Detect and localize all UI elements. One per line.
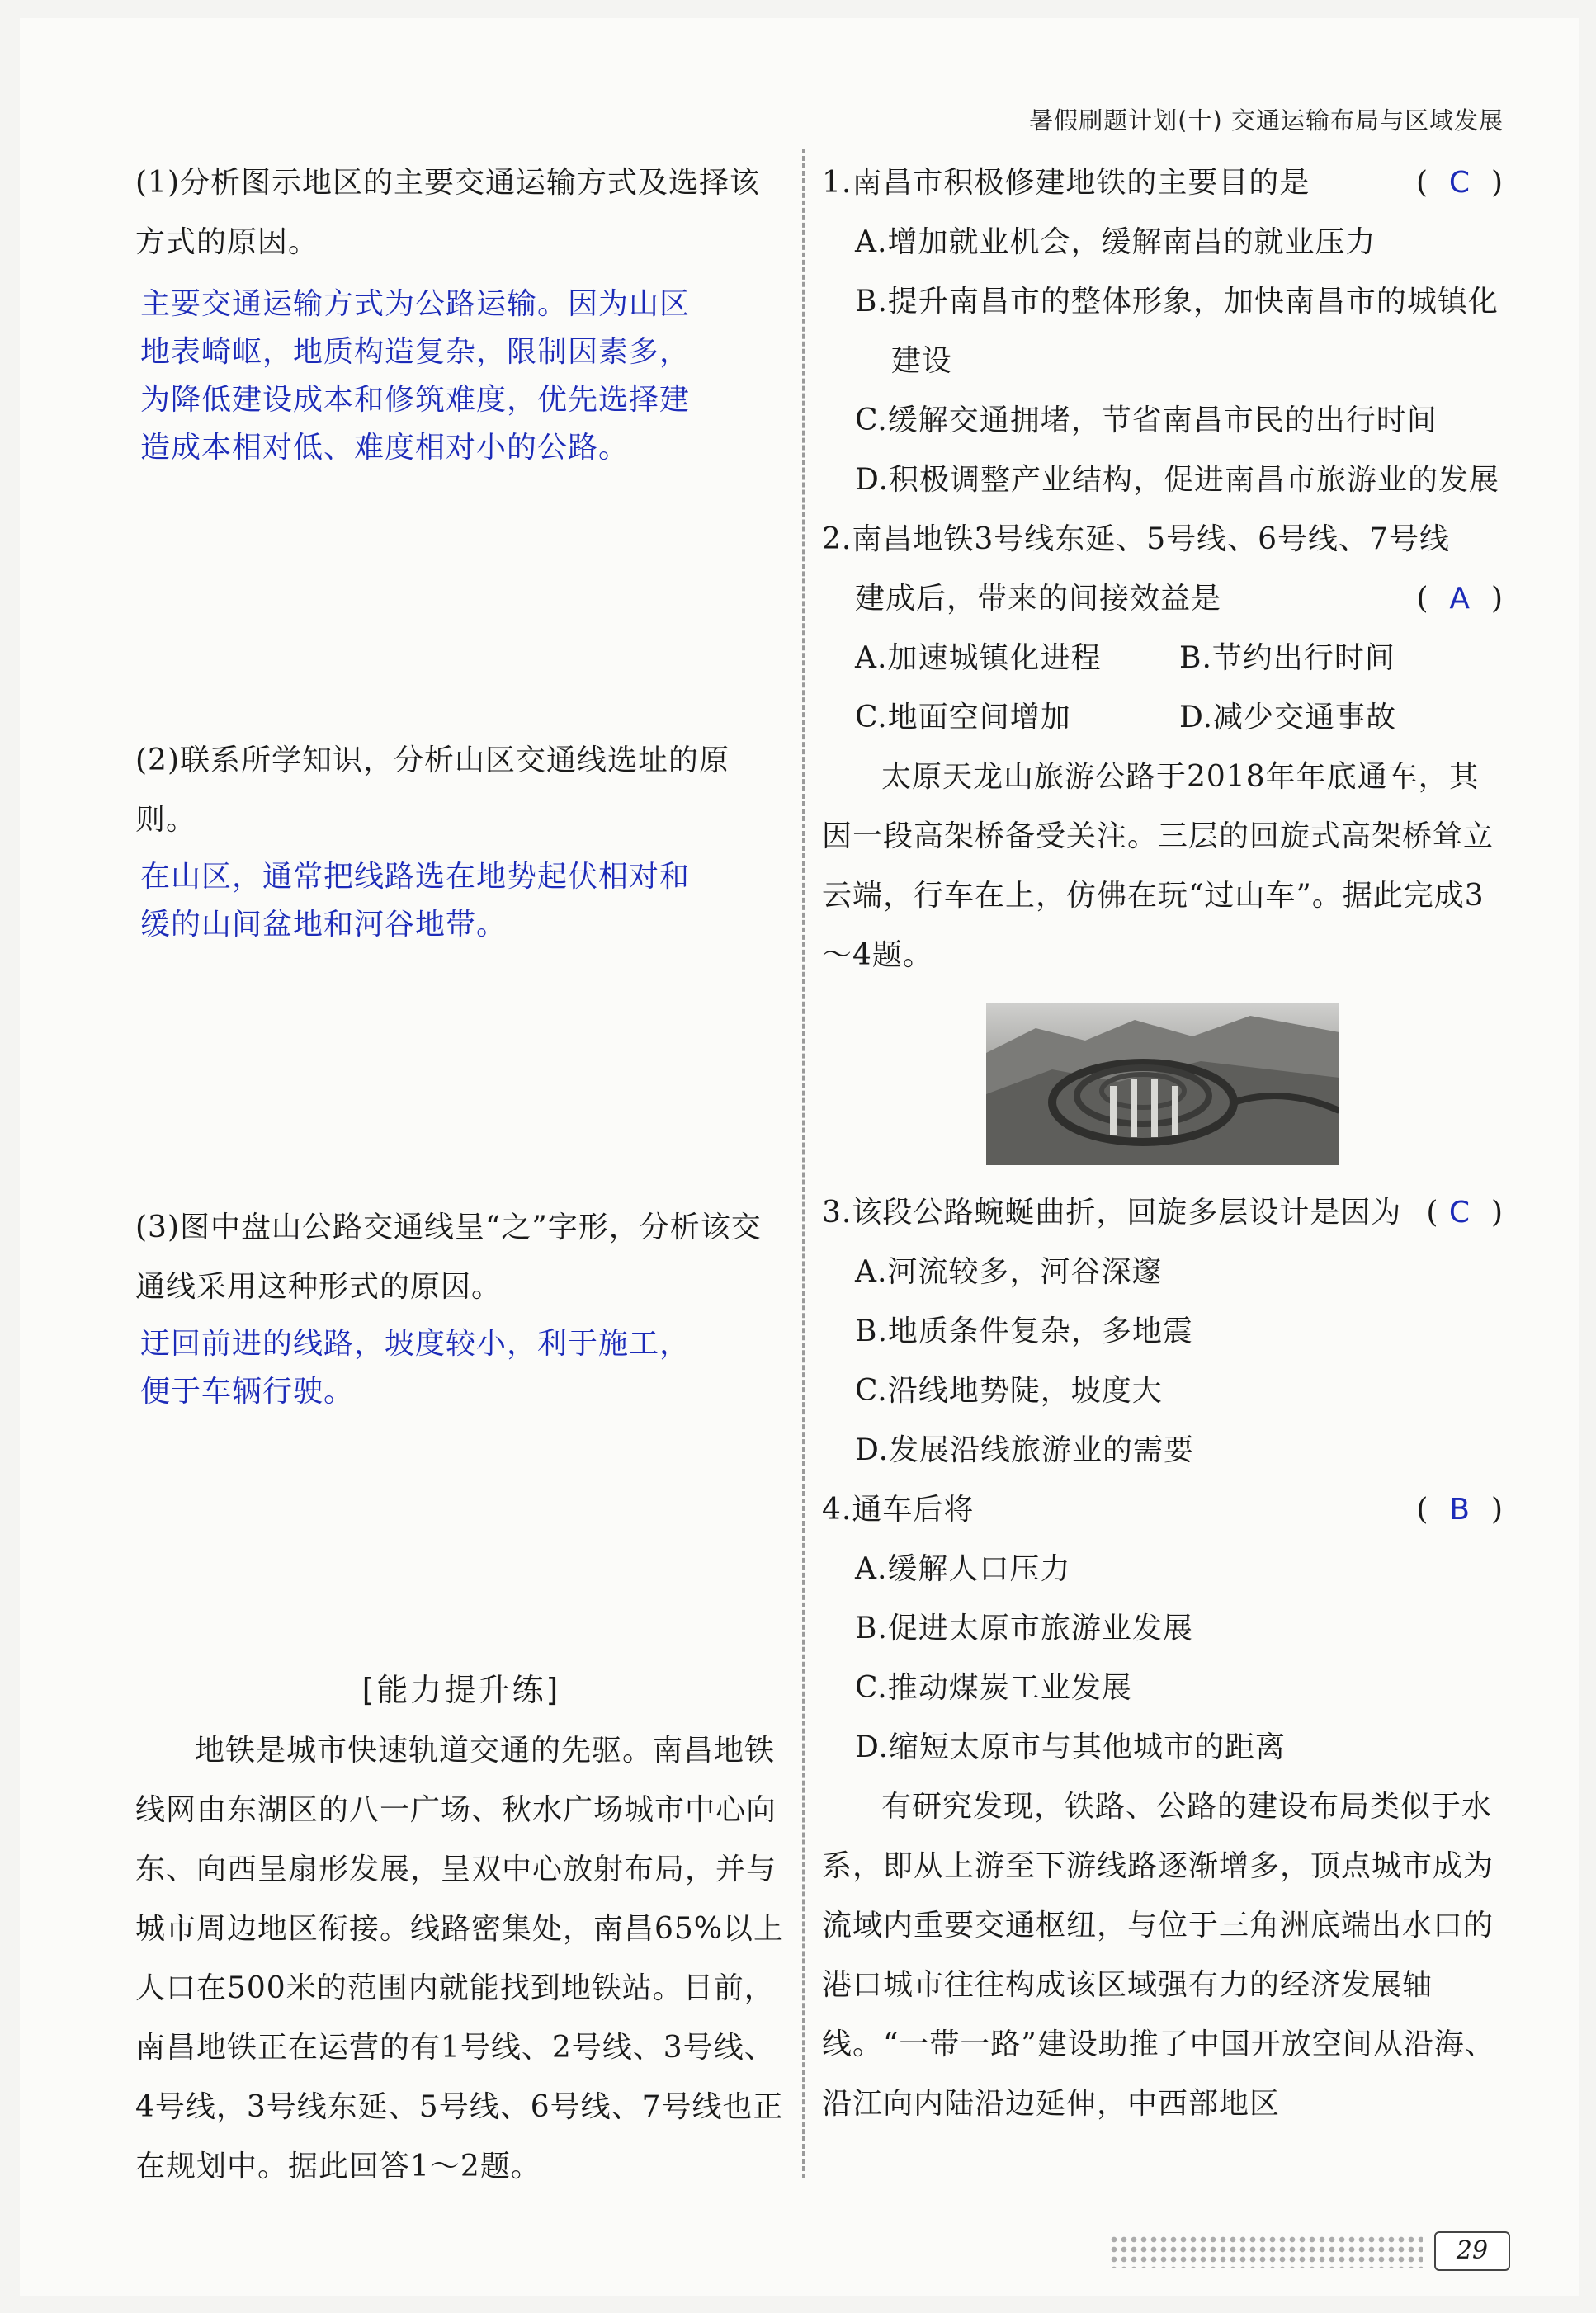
answer-paren: ( B ) [1416, 1493, 1504, 1527]
question-stem-line: 2.南昌地铁3号线东延、5号线、6号线、7号线 [822, 522, 1450, 556]
question-stem: 4.通车后将 [822, 1493, 975, 1527]
column-divider [802, 149, 805, 2178]
question-stem: 1.南昌市积极修建地铁的主要目的是 [822, 166, 1310, 200]
option-b: B.提升南昌市的整体形象，加快南昌市的城镇化建设 [855, 285, 1499, 378]
mc-question-4 [822, 1480, 1504, 1540]
viaduct-photo [986, 1003, 1339, 1165]
option-a: A.加速城镇化进程 [855, 641, 1102, 675]
answer-paren: ( C ) [1415, 166, 1504, 200]
answer-mark: C [1448, 1196, 1471, 1230]
option-c: C.地面空间增加 [855, 701, 1071, 734]
answer-line: 为降低建设成本和修筑难度，优先选择建 [140, 383, 691, 417]
question-1-text: (1)分析图示地区的主要交通运输方式及选择该方式的原因。 [135, 166, 760, 259]
option-c: C.推动煤炭工业发展 [855, 1671, 1132, 1705]
option-d: D.减少交通事故 [1179, 701, 1397, 734]
transport-passage: 有研究发现，铁路、公路的建设布局类似于水系，即从上游至下游线路逐渐增多，顶点城市成为流域内重要交通枢纽，与位于三角洲底端出水口的港口城市往往构成该区域强有力的经济发展轴线。“一带一路”建设助推了中国开放空间从沿海、沿江向内陆沿边延伸，中西部地区 [822, 1790, 1495, 2121]
page-number: 29 [1434, 2231, 1510, 2271]
answer-line: 造成本相对低、难度相对小的公路。 [140, 431, 630, 465]
mc-question-1 [822, 153, 1504, 213]
answer-1 [135, 281, 787, 472]
option-a: A.缓解人口压力 [855, 1552, 1071, 1586]
answer-mark: A [1449, 582, 1471, 616]
answer-line: 迂回前进的线路，坡度较小，利于施工， [140, 1327, 691, 1361]
decorative-dots [1109, 2235, 1423, 2268]
viaduct-illustration [986, 1003, 1339, 1165]
options-row [822, 629, 1504, 688]
mc-question-2 [822, 569, 1504, 629]
answer-mark: C [1448, 166, 1471, 200]
options-row [822, 688, 1504, 748]
option-d: D.积极调整产业结构，促进南昌市旅游业的发展 [855, 463, 1500, 497]
mc-question-3 [822, 1183, 1504, 1243]
option-c: C.缓解交通拥堵，节省南昌市民的出行时间 [855, 404, 1438, 437]
question-stem: 建成后，带来的间接效益是 [855, 582, 1222, 616]
option-b: B.地质条件复杂，多地震 [855, 1315, 1193, 1348]
option-d: D.缩短太原市与其他城市的距离 [855, 1730, 1287, 1764]
answer-2 [135, 853, 787, 949]
answer-line: 在山区，通常把线路选在地势起伏相对和 [140, 860, 691, 894]
question-2-text: (2)联系所学知识，分析山区交通线选址的原则。 [135, 743, 730, 837]
answer-mark: B [1449, 1493, 1471, 1527]
tianlongshan-passage: 太原天龙山旅游公路于2018年年底通车，其因一段高架桥备受关注。三层的回旋式高架桥耸立云端，行车在上，仿佛在玩“过山车”。据此完成3～4题。 [822, 760, 1494, 972]
page-header: 暑假刷题计划(十) 交通运输布局与区域发展 [1029, 106, 1504, 135]
option-a: A.增加就业机会，缓解南昌的就业压力 [855, 225, 1376, 259]
answer-line: 地表崎岖，地质构造复杂，限制因素多， [140, 335, 691, 369]
left-column [135, 153, 787, 2197]
answer-line: 缓的山间盆地和河谷地带。 [140, 908, 508, 942]
option-c: C.沿线地势陡，坡度大 [855, 1374, 1163, 1408]
answer-line: 便于车辆行驶。 [140, 1375, 355, 1409]
option-b: B.节约出行时间 [1179, 641, 1395, 675]
option-b: B.促进太原市旅游业发展 [855, 1612, 1193, 1645]
answer-line: 主要交通运输方式为公路运输。因为山区 [140, 287, 691, 321]
answer-paren: ( C ) [1426, 1196, 1504, 1230]
right-column [822, 153, 1504, 2134]
question-3-text: (3)图中盘山公路交通线呈“之”字形，分析该交通线采用这种形式的原因。 [135, 1211, 762, 1304]
question-stem: 3.该段公路蜿蜒曲折，回旋多层设计是因为 [822, 1196, 1402, 1230]
option-a: A.河流较多，河谷深邃 [855, 1255, 1163, 1289]
option-d: D.发展沿线旅游业的需要 [855, 1433, 1195, 1467]
answer-paren: ( A ) [1416, 582, 1504, 616]
section-title: [能力提升练] [361, 1672, 561, 1708]
subway-passage: 地铁是城市快速轨道交通的先驱。南昌地铁线网由东湖区的八一广场、秋水广场城市中心向东、向西呈扇形发展，呈双中心放射布局，并与城市周边地区衔接。线路密集处，南昌65%以上人口在500米的范围内就能找到地铁站。目前，南昌地铁正在运营的有1号线、2号线、3号线、4号线，3号线东延、5号线、6号线、7号线也正在规划中。据此回答1～2题。 [135, 1734, 785, 2183]
answer-3 [135, 1320, 787, 1416]
